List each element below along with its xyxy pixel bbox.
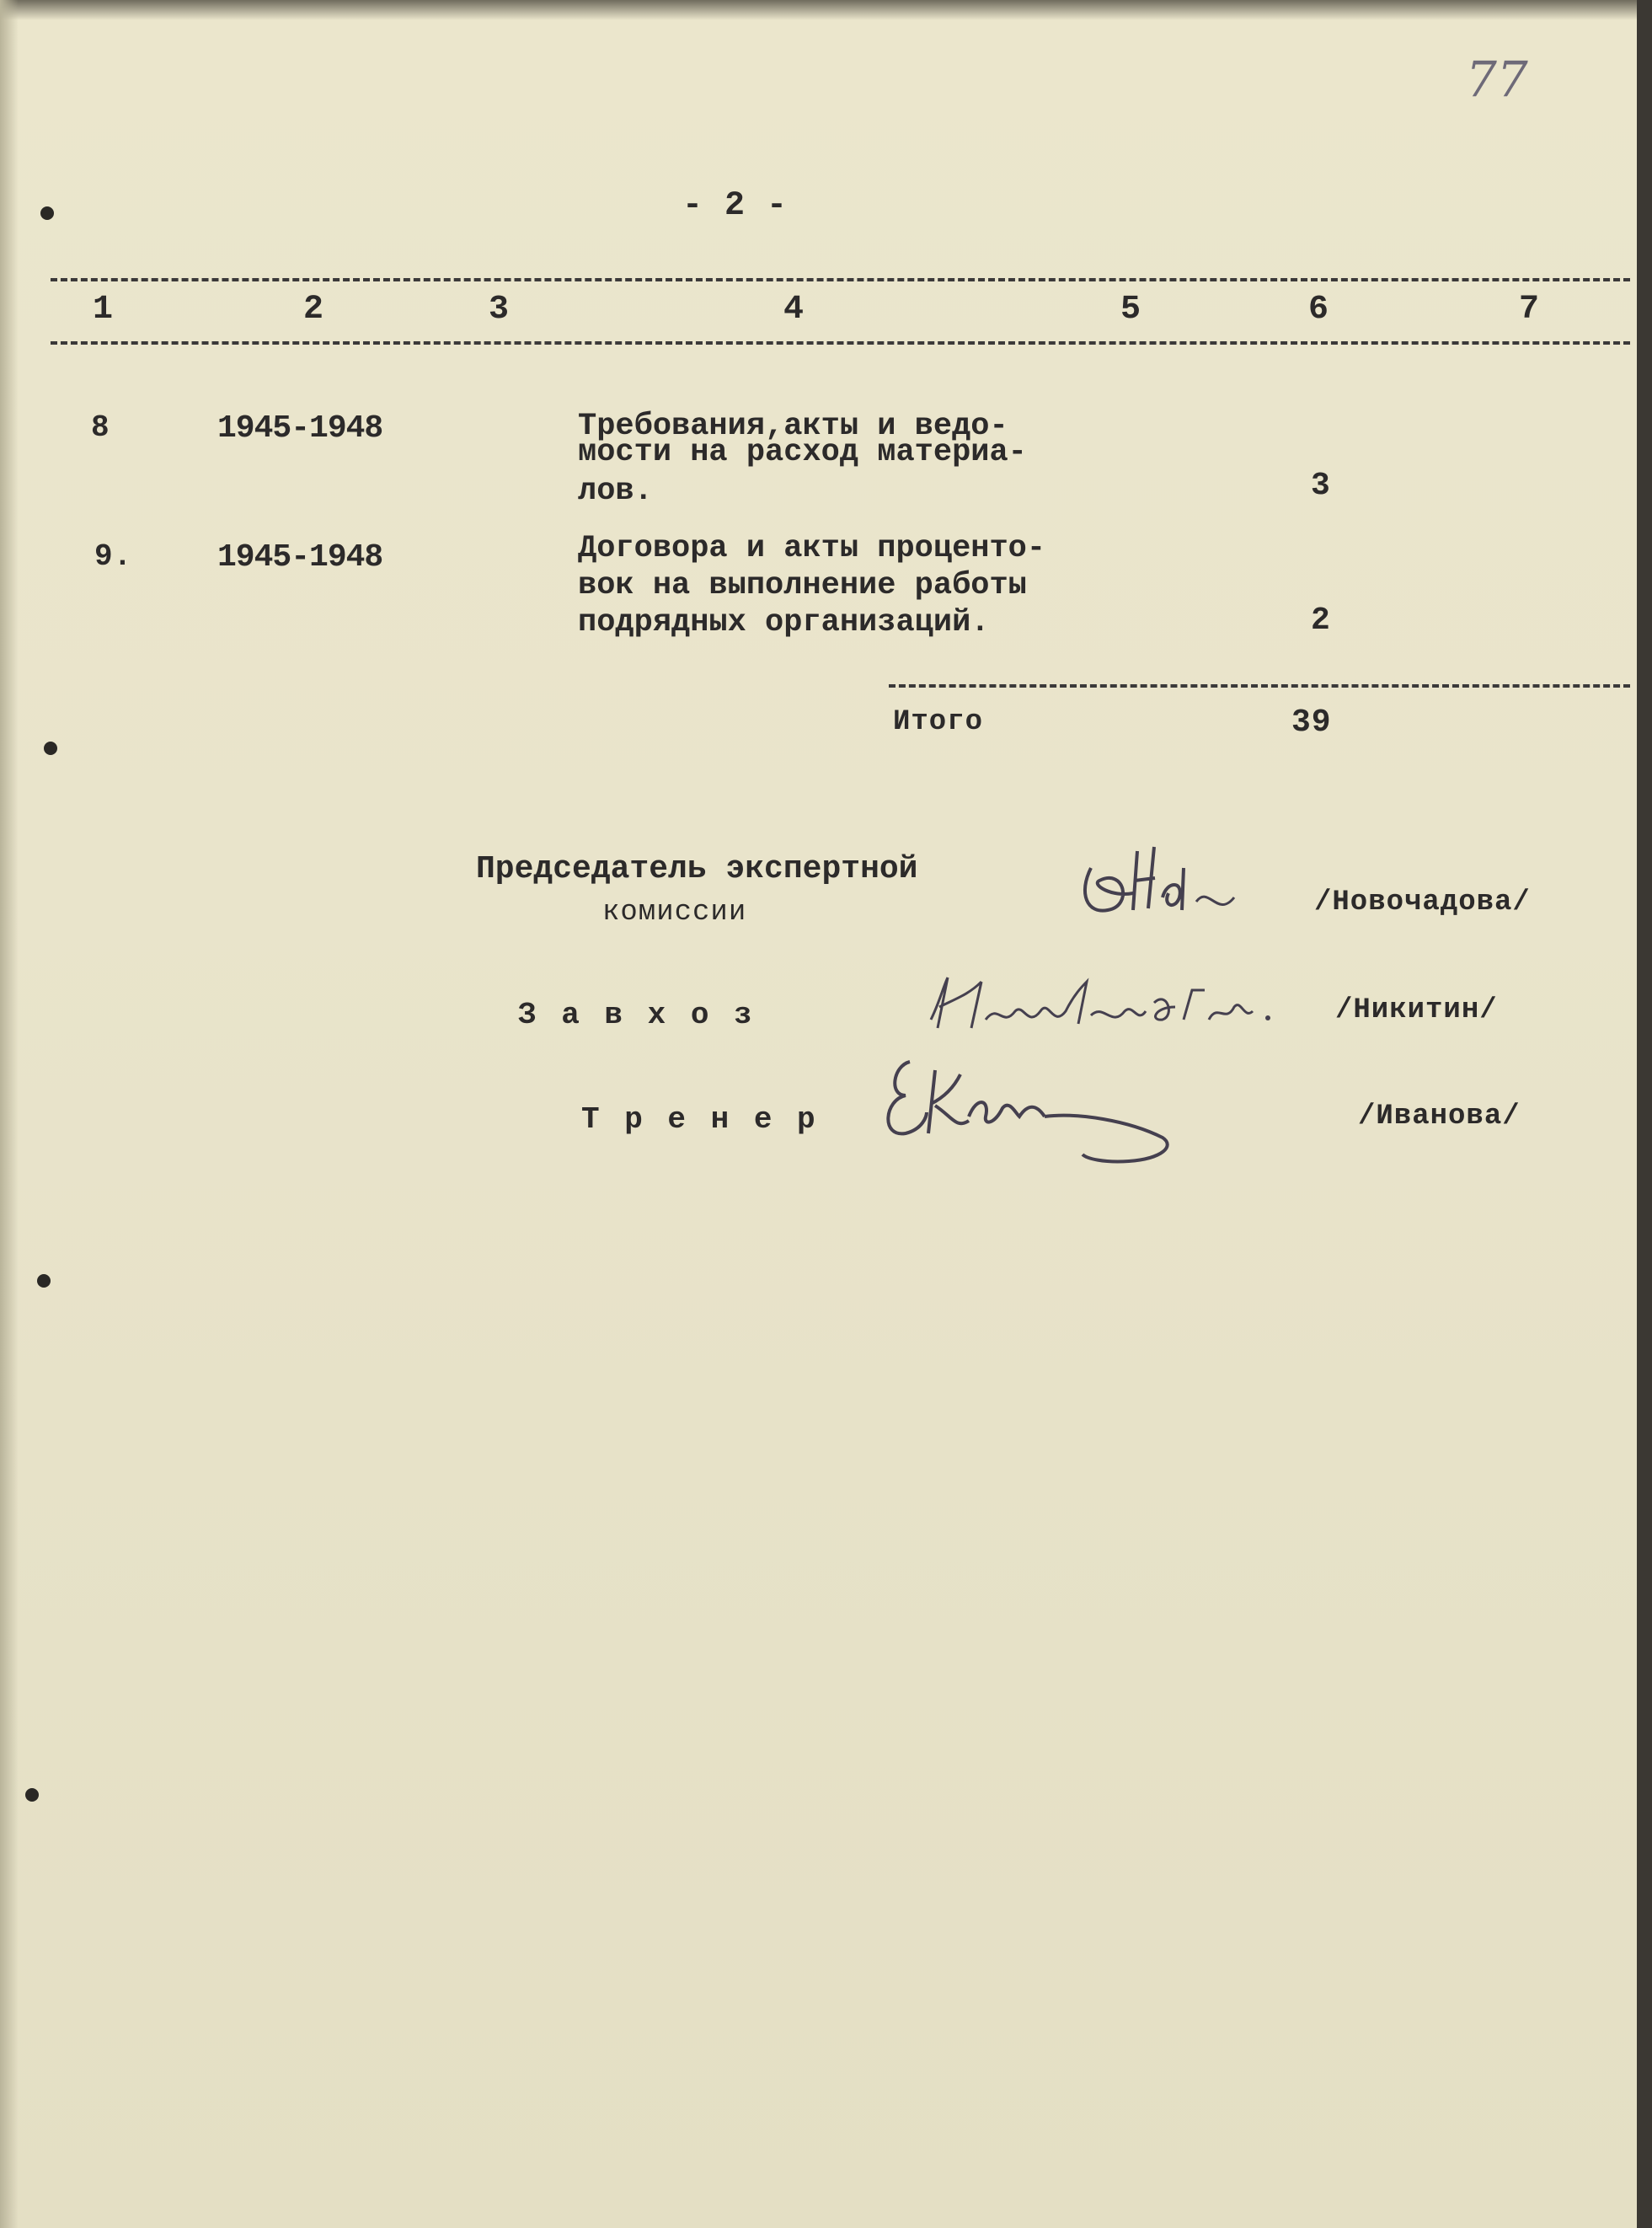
supply-manager-title: З а в х о з [518,998,756,1032]
row-description-line: подрядных организаций. [578,605,990,640]
column-number-3: 3 [489,291,511,329]
binder-hole-icon [37,1274,51,1288]
column-number-2: 2 [303,291,325,329]
chairman-title-line: Председатель экспертной [476,851,918,887]
row-years: 1945-1948 [217,539,383,576]
chairman-title-line: комиссии [602,897,747,929]
scan-right-edge [1637,0,1652,2228]
header-rule-bottom [51,341,1630,345]
row-number: 9. [94,539,133,574]
row-description-line: Требования,акты и ведо- [578,409,1008,444]
total-label: Итого [893,706,984,738]
chairman-signature [1074,834,1285,927]
binder-hole-icon [25,1788,39,1802]
column-number-5: 5 [1120,291,1142,329]
trainer-signature [876,1045,1196,1180]
binder-hole-icon [44,742,57,755]
supply-manager-name: /Никитин/ [1335,994,1498,1026]
total-value: 39 [1291,704,1332,741]
scan-left-shadow [0,0,19,2228]
page-label: - 2 - [682,187,789,225]
row-number: 8 [91,410,110,445]
row-description-line: Договора и акты процентo- [578,531,1046,566]
chairman-name: /Новочадова/ [1314,886,1531,919]
header-rule-top [51,278,1630,281]
column-number-7: 7 [1519,291,1541,329]
column-number-6: 6 [1308,291,1330,329]
column-number-4: 4 [783,291,805,329]
binder-hole-icon [40,206,54,220]
row-years: 1945-1948 [217,410,383,447]
row-count: 2 [1311,603,1331,639]
scan-top-shadow [0,0,1652,20]
row-description-line: лов. [578,474,653,509]
row-description-line: вок на выполнение работы [578,568,1027,603]
trainer-title: Т р е н е р [581,1102,819,1137]
page-number-corner: 77 [1466,51,1528,108]
trainer-name: /Иванова/ [1358,1101,1521,1133]
row-count: 3 [1311,468,1331,504]
supply-manager-signature [922,969,1310,1045]
column-number-1: 1 [93,291,115,329]
row-description-line: мости на расход материа- [578,435,1027,470]
total-rule [889,684,1630,688]
